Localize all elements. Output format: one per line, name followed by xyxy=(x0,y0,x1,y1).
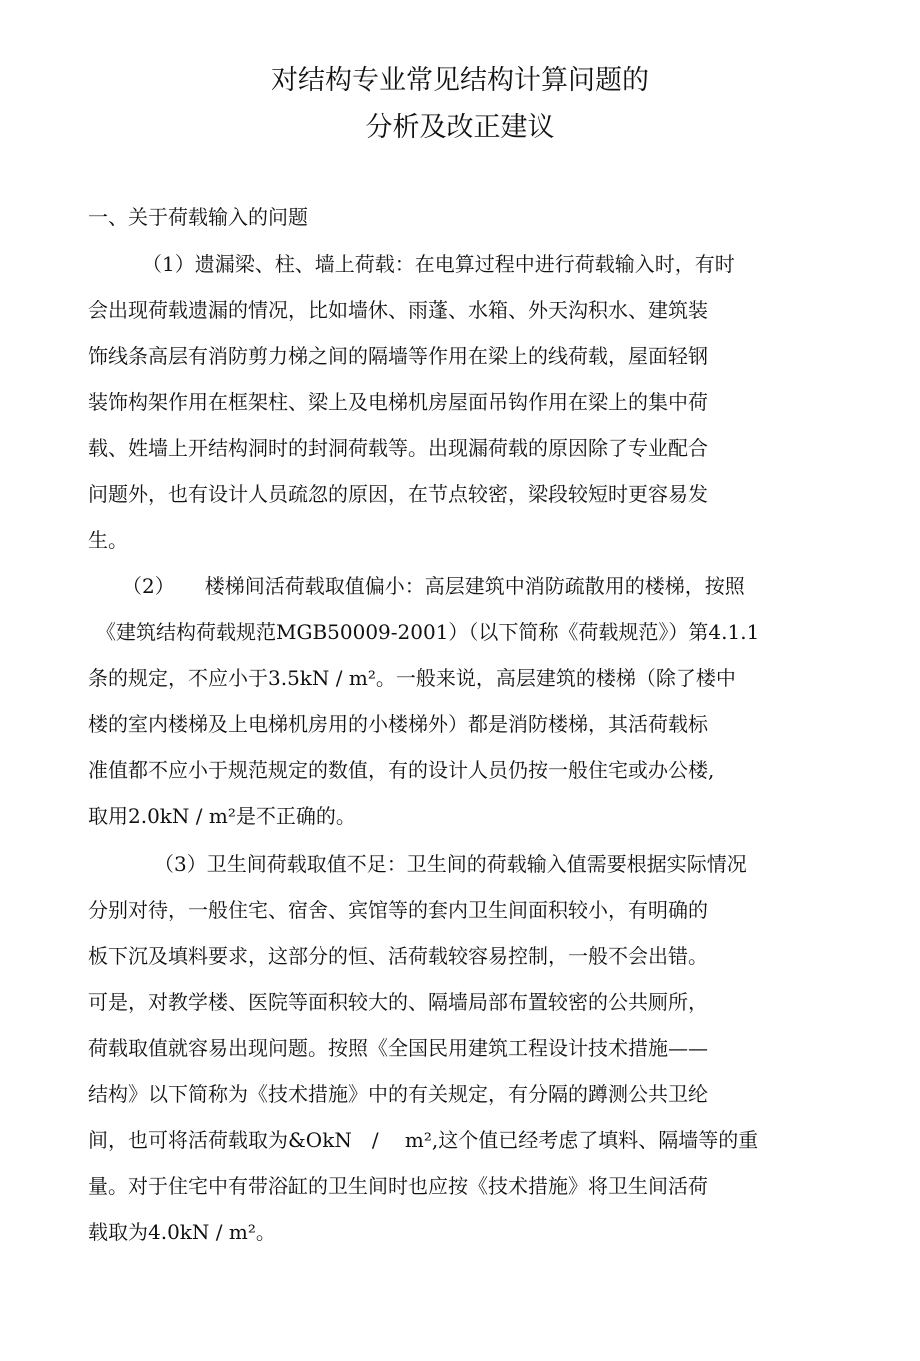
paragraph-line: 饰线条高层有消防剪力梯之间的隔墙等作用在梁上的线荷载，屋面轻钢 xyxy=(88,344,708,368)
paragraph-line: 量。对于住宅中有带浴缸的卫生间时也应按《技术措施》将卫生间活荷 xyxy=(88,1174,708,1198)
section-heading: 一、关于荷载输入的问题 xyxy=(88,205,308,229)
paragraph-line: （3）卫生间荷载取值不足：卫生间的荷载输入值需要根据实际情况 xyxy=(154,852,747,876)
paragraph-line: （1）遗漏梁、柱、墙上荷载：在电算过程中进行荷载输入时，有时 xyxy=(142,252,735,276)
paragraph-line: 《建筑结构荷载规范MGB50009-2001）（以下简称《荷载规范》）第4.1.1 xyxy=(96,620,760,644)
paragraph-line: 条的规定，不应小于3.5kN / m²。一般来说，高层建筑的楼梯（除了楼中 xyxy=(88,666,736,690)
paragraph-line: 荷载取值就容易出现问题。按照《全国民用建筑工程设计技术措施—— xyxy=(88,1036,708,1060)
paragraph-line: 可是，对教学楼、医院等面积较大的、隔墙局部布置较密的公共厕所， xyxy=(88,990,708,1014)
paragraph-line: 楼的室内楼梯及上电梯机房用的小楼梯外）都是消防楼梯，其活荷载标 xyxy=(88,712,708,736)
paragraph-line: 准值都不应小于规范规定的数值，有的设计人员仍按一般住宅或办公楼, xyxy=(88,758,715,782)
paragraph-line: 会出现荷载遗漏的情况，比如墙休、雨蓬、水箱、外天沟积水、建筑装 xyxy=(88,298,708,322)
paragraph-line: 载、姓墙上开结构洞时的封洞荷载等。出现漏荷载的原因除了专业配合 xyxy=(88,436,708,460)
paragraph-line: （2） 楼梯间活荷载取值偏小：高层建筑中消防疏散用的楼梯，按照 xyxy=(122,574,745,598)
paragraph-line: 载取为4.0kN / m²。 xyxy=(88,1220,276,1244)
paragraph-line: 问题外，也有设计人员疏忽的原因，在节点较密，梁段较短时更容易发 xyxy=(88,482,708,506)
paragraph-line: 取用2.0kN / m²是不正确的。 xyxy=(88,804,356,828)
paragraph-line: 分别对待，一般住宅、宿舍、宾馆等的套内卫生间面积较小，有明确的 xyxy=(88,898,708,922)
paragraph-line: 生。 xyxy=(88,528,128,552)
title-line-2: 分析及改正建议 xyxy=(365,112,555,143)
paragraph-line: 装饰构架作用在框架柱、梁上及电梯机房屋面吊钩作用在梁上的集中荷 xyxy=(88,390,708,414)
title-line-1: 对结构专业常见结构计算问题的 xyxy=(271,65,649,96)
paragraph-line: 板下沉及填料要求，这部分的恒、活荷载较容易控制，一般不会出错。 xyxy=(88,944,708,968)
paragraph-line: 结构》以下简称为《技术措施》中的有关规定，有分隔的蹲测公共卫纶 xyxy=(88,1082,708,1106)
paragraph-line: 间，也可将活荷载取为&OkN / m²,这个值已经考虑了填料、隔墙等的重 xyxy=(88,1128,759,1152)
